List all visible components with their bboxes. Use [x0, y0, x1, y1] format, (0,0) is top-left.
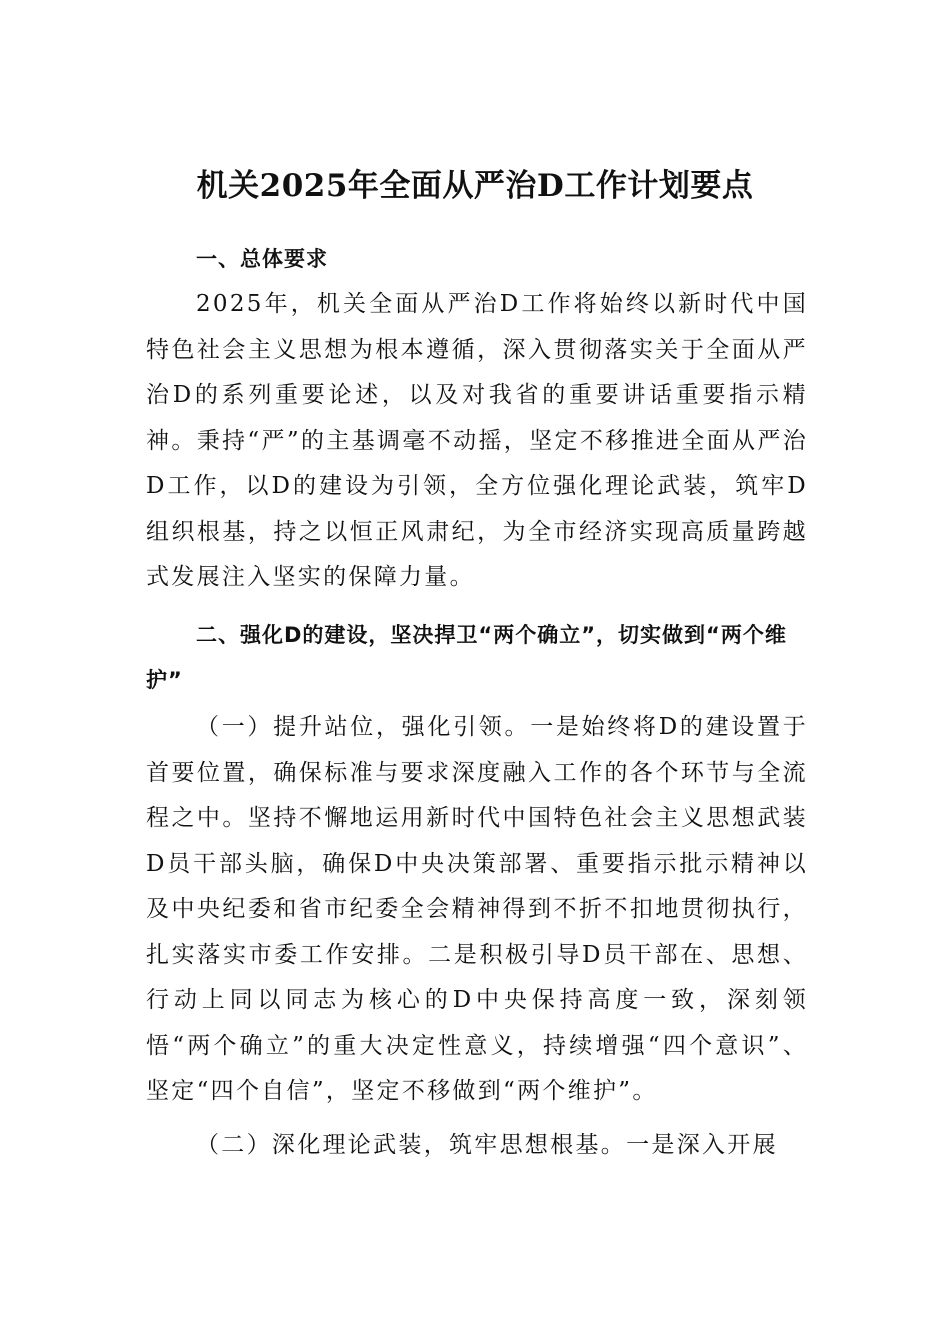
section-2-paragraph-2: （二）深化理论武装，筑牢思想根基。一是深入开展 — [196, 1131, 778, 1158]
section-2 — [146, 613, 808, 1168]
document-title: 机关2025年全面从严治D工作计划要点 — [196, 168, 754, 204]
section-1-heading: 一、总体要求 — [196, 247, 328, 271]
section-1 — [146, 237, 808, 601]
section-2-heading: 二、强化D的建设，坚决捍卫“两个确立”，切实做到“两个维护” — [146, 623, 787, 692]
section-1-paragraph: 2025年，机关全面从严治D工作将始终以新时代中国特色社会主义思想为根本遵循，深入贯彻落实关于全面从严治D的系列重要论述，以及对我省的重要讲话重要指示精神。秉持“严”的主基调毫不动摇，坚定不移推进全面从严治D工作，以D的建设为引领，全方位强化理论武装，筑牢D组织根基，持之以恒正风肃纪，为全市经济实现高质量跨越式发展注入坚实的保障力量。 — [146, 291, 808, 590]
section-2-paragraph-1: （一）提升站位，强化引领。一是始终将D的建设置于首要位置，确保标准与要求深度融入工作的各个环节与全流程之中。坚持不懈地运用新时代中国特色社会主义思想武装D员干部头脑，确保D中央决策部署、重要指示批示精神以及中央纪委和省市纪委全会精神得到不折不扣地贯彻执行，扎实落实市委工作安排。二是积极引导D员干部在、思想、行动上同以同志为核心的D中央保持高度一致，深刻领悟“两个确立”的重大决定性意义，持续增强“四个意识”、坚定“四个自信”，坚定不移做到“两个维护”。 — [146, 714, 808, 1104]
